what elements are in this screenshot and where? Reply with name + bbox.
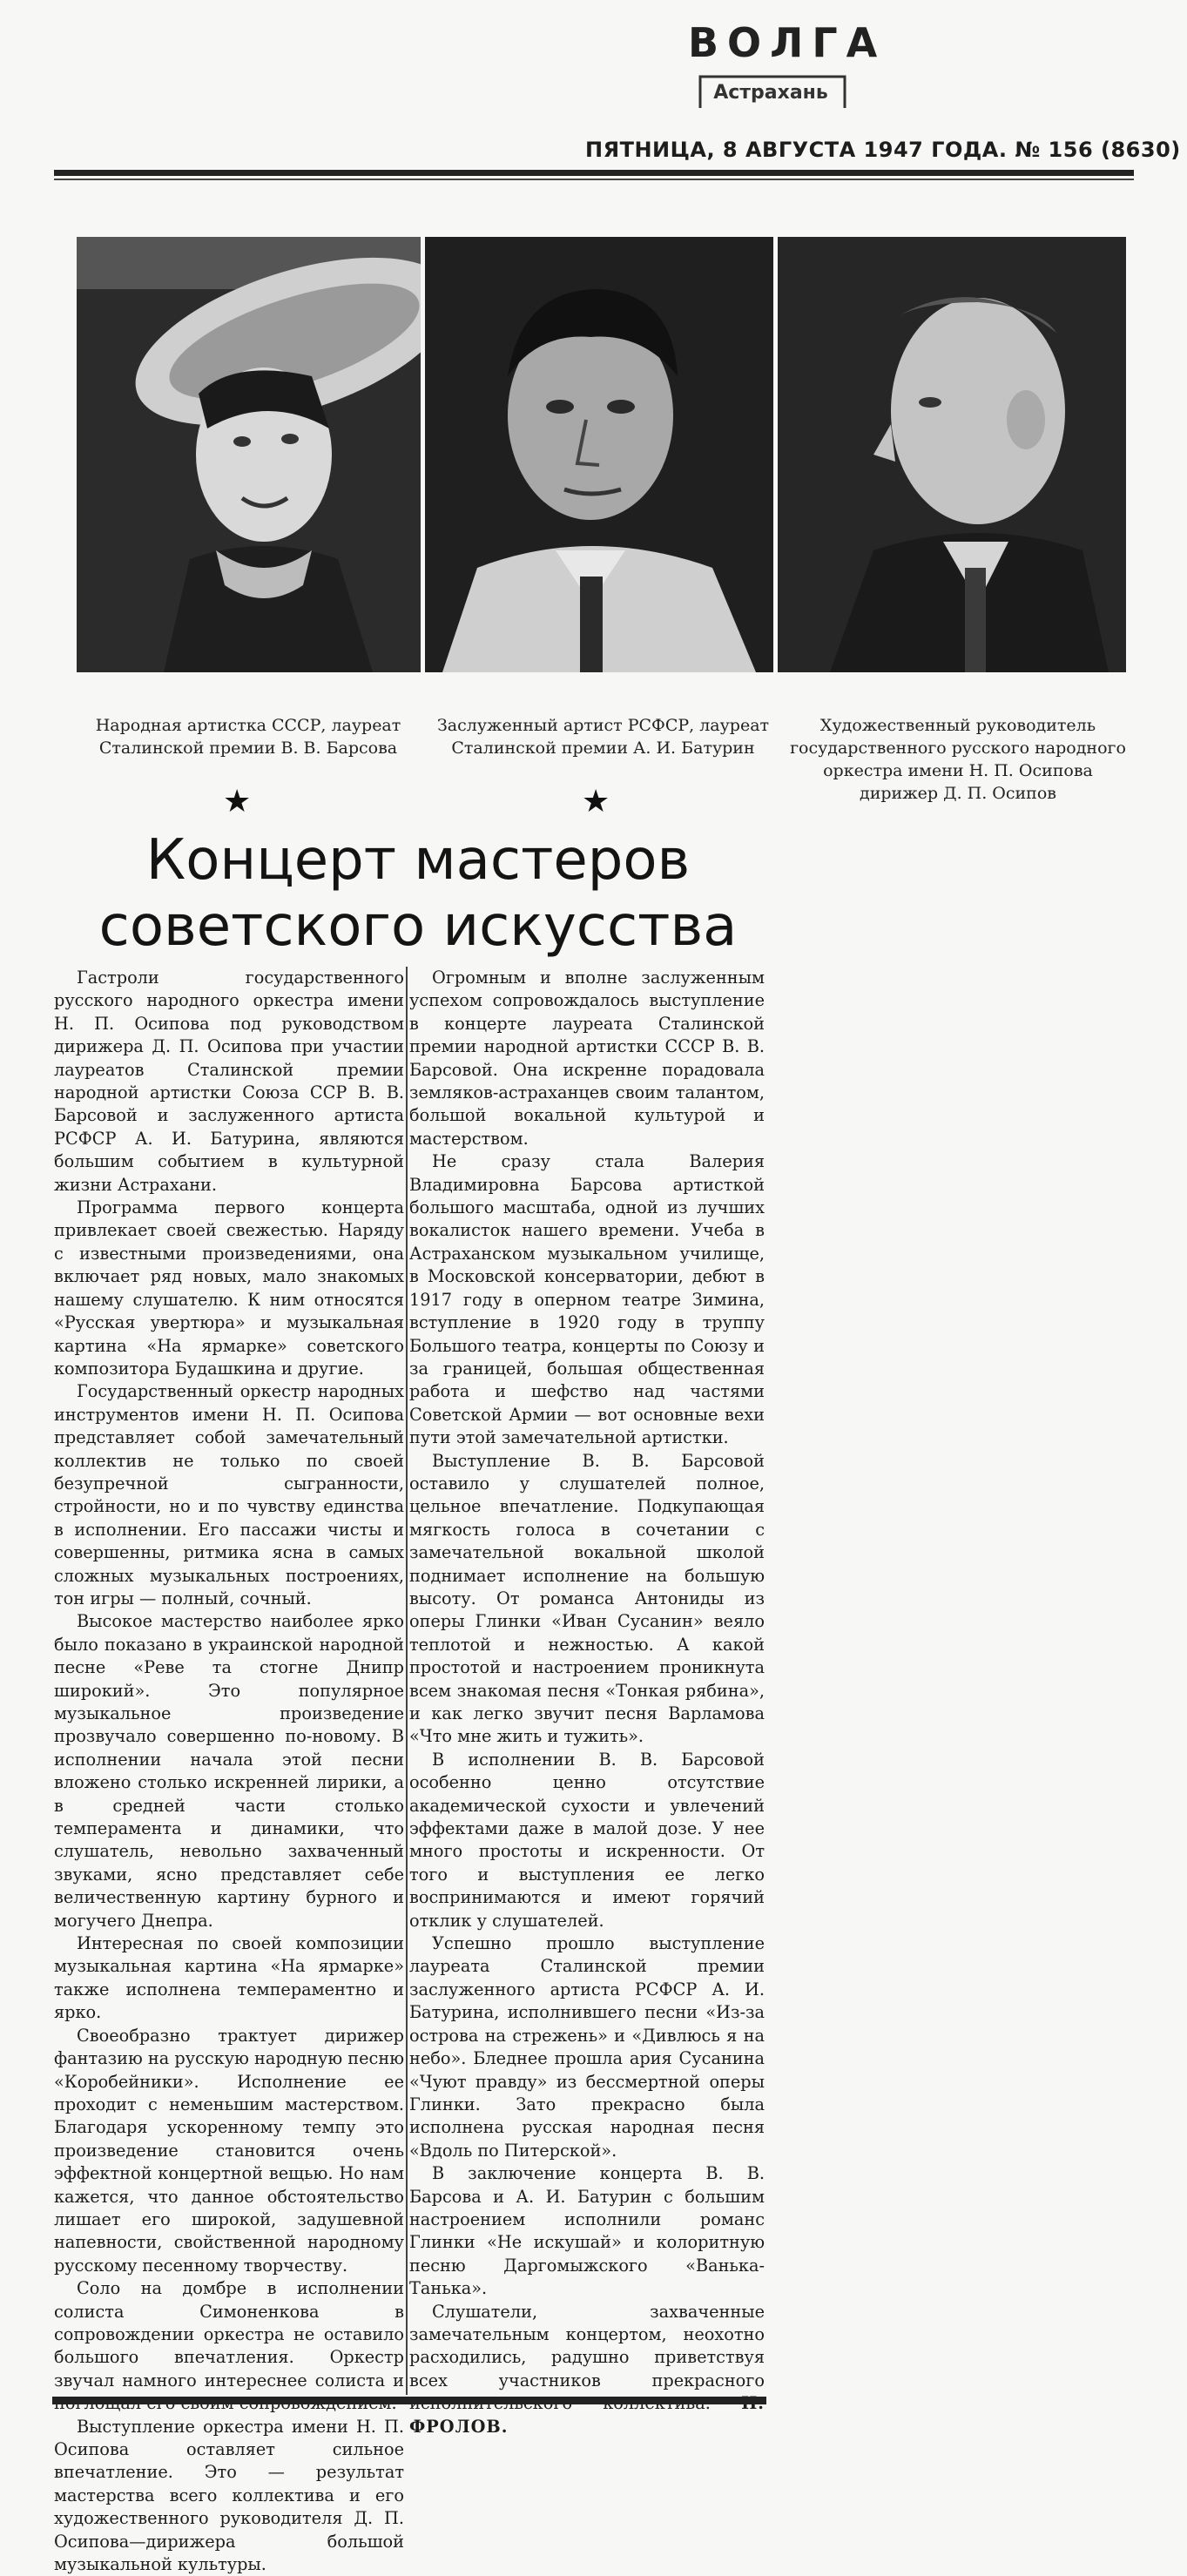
article-column-left — [54, 967, 404, 2576]
star-ornament-icon: ★ — [582, 784, 610, 819]
article-paragraph: Выступление оркестра имени Н. П. Осипова оставляет сильное впечатление. Это — результат мастерства всего коллектива и его художественного руководителя Д. П. Осипова—дирижера большой музыкальной культуры. — [54, 2416, 404, 2575]
page-bottom-rule — [52, 2397, 766, 2404]
article-paragraph: Программа первого концерта привлекает своей свежестью. Наряду с известными произведениями, она включает ряд новых, мало знакомых нашему слушателю. К ним относятся «Русская увертюра» и музыкальная картина «На ярмарке» советского композитора Будашкина и другие. — [54, 1197, 404, 1379]
portrait-woman-in-hat-icon — [77, 237, 421, 672]
photo-osipov — [778, 237, 1126, 672]
article-headline — [87, 827, 749, 960]
article-paragraph: Не сразу стала Валерия Владимировна Барсова артисткой большого масштаба, одной из лучших вокалисток нашего времени. Учеба в Астраханском музыкальном училище, в Московской консерватории, дебют в 1917 году в оперном театре Зимина, вступление в 1920 году в труппу Большого театра, концерты по Союзу и за границей, большая общественная работа и шефство над частями Советской Армии — вот основные вехи пути этой замечательной артистки. — [409, 1151, 765, 1448]
article-paragraph: Высокое мастерство наиболее ярко было показано в украинской народной песне «Реве та стогне Днипр широкий». Это популярное музыкальное произведение прозвучало совершенно по-новому. В исполнении начала этой песни вложено столько искренней лирики, а в средней части столько темперамента и динамики, что слушатель, невольно захваченный звуками, ясно представляет себе величественную картину бурного и могучего Днепра. — [54, 1611, 404, 1931]
article-paragraph-text: Слушатели, захваченные замечательным концертом, неохотно расходились, радушно приветствуя всех участников прекрасного — [409, 2301, 765, 2391]
article-column-right — [409, 967, 765, 2438]
article-paragraph: В исполнении В. В. Барсовой особенно ценно отсутствие академической сухости и увлечений эффектами даже в малой дозе. У нее много простоты и искренности. От того и выступления ее легко воспринимаются и имеют горячий отклик у слушателей. — [409, 1749, 765, 1931]
photo-barsova — [77, 237, 421, 672]
photo-caption: Народная артистка СССР, лауреат Сталинской премии В. В. Барсова — [95, 716, 401, 758]
article-paragraph: В заключение концерта В. В. Барсова и А. И. Батурин с большим настроением исполнили романс Глинки «Не искушай» и колоритную песню Даргомыжского «Ванька-Танька». — [409, 2163, 765, 2299]
article-paragraph: Соло на домбре в исполнении солиста Симоненкова в сопровождении оркестра не оставило большого впечатления. Оркестр звучал намного интереснее солиста и — [54, 2278, 404, 2391]
article-paragraph: Выступление В. В. Барсовой оставило у слушателей полное, цельное впечатление. Подкупающая мягкость голоса в сочетании с замечательной вокальной школой поднимает исполнение на большую высоту. От романса Антониды из оперы Глинки «Иван Сусанин» веяло теплотой и нежностью. А какой простотой и настроением проникнута всем знакомая песня «Тонкая рябина», и как легко звучит песня Варламова «Что мне жить и тужить». — [409, 1450, 765, 1747]
article-paragraph — [409, 2301, 765, 2438]
photo-caption: Заслуженный артист РСФСР, лауреат Сталинской премии А. И. Батурин — [436, 716, 770, 758]
masthead-rule-thin — [54, 179, 1134, 180]
article-paragraph: Своеобразно трактует дирижер фантазию на русскую народную песню «Коробейники». Исполнение ее проходит с неменьшим мастерством. Благодаря ускоренному темпу это произведение становится очень эффектной концертной вещью. Но нам кажется, что данное обстоятельство лишает его широкой, задушевной напевности, свойственной народному русскому песенному творчеству. — [54, 2025, 404, 2276]
article-paragraph: Государственный оркестр народных инструментов имени Н. П. Осипова представляет собой замечательный коллектив не только по своей безупречной сыгранности, стройности, но и по чувству единства в исполнении. Его пассажи чисты и совершенны, ритмика ясна в самых сложных музыкальных построениях, тон игры — полный, сочный. — [54, 1381, 404, 1608]
stamp-title: ВОЛГА — [688, 19, 887, 66]
headline-line: Концерт мастеров — [145, 828, 691, 893]
photo-baturin — [425, 237, 773, 672]
article-paragraph: Успешно прошло выступление лауреата Сталинской премии заслуженного артиста РСФСР А. И. Батурина, исполнившего песни «Из-за острова на стрежень» и «Дивлюсь я на небо». Бледнее прошла ария Сусанина «Чуют правду» из бессмертной оперы Глинки. Зато прекрасно была исполнена русская народная песня «Вдоль по Питерской». — [409, 1933, 765, 2161]
article-paragraph: Интересная по своей композиции музыкальная картина «На ярмарке» также исполнена темпераментно и ярко. — [54, 1933, 404, 2023]
issue-dateline: ПЯТНИЦА, 8 АВГУСТА 1947 ГОДА. № 156 (8630) — [585, 138, 1181, 162]
newspaper-stamp — [688, 19, 887, 111]
photo-caption: Художественный руководитель государственного русского народного оркестра имени Н. П. Осипова дирижер Д. П. Осипов — [790, 716, 1126, 803]
article-signature: ФРОЛОВ. — [409, 2416, 509, 2437]
stamp-subtitle: Астрахань — [713, 82, 828, 104]
column-divider — [406, 967, 408, 2395]
article-paragraph: Огромным и вполне заслуженным успехом сопровождалось выступление в концерте лауреата Сталинской премии народной артистки СССР В. В. Барсовой. Она искренне порадовала земляков-астраханцев своим талантом, большой вокальной культурой и мастерством. — [409, 968, 765, 1149]
masthead-rule — [54, 170, 1134, 176]
portrait-man-profile-icon — [778, 237, 1126, 672]
star-ornament-icon: ★ — [223, 784, 252, 819]
portrait-man-icon — [425, 237, 773, 672]
headline-line: советского искусства — [98, 894, 738, 959]
article-paragraph: Гастроли государственного русского народного оркестра имени Н. П. Осипова под руководством дирижера Д. П. Осипова при участии лауреатов Сталинской премии народной артистки Союза ССР В. В. Барсовой и заслуженного артиста РСФСР А. И. Батурина, являются большим событием в культурной жизни Астрахани. — [54, 968, 404, 1195]
